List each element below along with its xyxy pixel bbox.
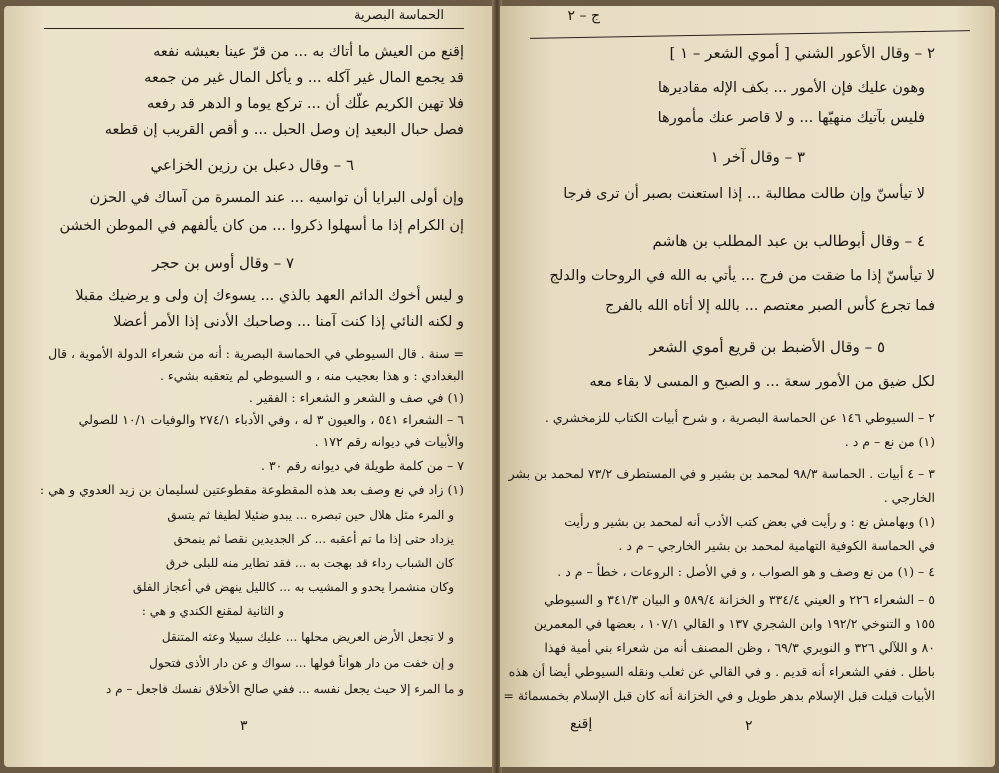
verse-line: فصل حبال البعيد إن وصل الحبل ... و أقص القريب إن قطعه bbox=[104, 122, 464, 138]
footnote-verse: كان الشباب رداء قد بهجت به ... فقد تطاير منه للبلى خرق bbox=[165, 556, 454, 570]
poem-heading-6: ٦ – وقال دعبل بن رزين الخزاعي bbox=[150, 156, 354, 174]
footnote-verse: و ما المرء إلا حيث يجعل نفسه ... ففي صالح الأخلاق نفسك فاجعل – م د bbox=[105, 682, 464, 696]
footnote-line: في الحماسة الكوفية التهامية لمحمد بن بشير الخارجي – م د . bbox=[618, 538, 935, 553]
footnote-line: (١) من نع – م د . bbox=[844, 434, 935, 449]
verse-line: وإن أولى البرايا أن تواسيه ... عند المسرة من آساك في الحزن bbox=[89, 190, 464, 206]
verse-line: وهون عليك فإن الأمور ... بكف الإله مقاديرها bbox=[657, 80, 925, 96]
footnote-line: = سنة . قال السيوطي في الحماسة البصرية : أنه من شعراء الدولة الأموية ، قال bbox=[48, 346, 464, 361]
verse-line: إن الكرام إذا ما أسهلوا ذكروا ... من كان يألفهم في الموطن الخشن bbox=[59, 218, 464, 234]
verse-line: إقنع من العيش ما أتاك به ... من قرّ عينا بعيشه نفعه bbox=[153, 44, 464, 60]
footnote-line: ٥ – الشعراء ٢٢٦ و العيني ٣٣٤/٤ و الخزانة ٥٨٩/٤ و البيان ٣٤١/٣ و السيوطي bbox=[544, 592, 935, 607]
footnote-verse: و إن خفت من دار هواناً فولها ... سواك و عن دار الأذى فتحول bbox=[149, 656, 454, 670]
verse-line: و ليس أخوك الدائم العهد بالذي ... يسوءك إن ولى و يرضيك مقبلا bbox=[75, 288, 464, 304]
footnote-line: (١) في صف و الشعر و الشعراء : الفقير . bbox=[248, 390, 464, 405]
verse-line: لا تيأسنّ إذا ما ضقت من فرج ... يأتي به الله في الروحات والدلج bbox=[549, 268, 935, 284]
left-page bbox=[4, 6, 494, 767]
verse-line: فلا تهين الكريم علّك أن ... تركع يوما و الدهر قد رفعه bbox=[146, 96, 464, 112]
footnote-verse: و لا تجعل الأرض العريض محلها ... عليك سبيلا وعثه المتنقل bbox=[161, 630, 454, 644]
running-head-left: الحماسة البصرية bbox=[354, 8, 444, 23]
footnote-line: ٤ – (١) من نع وصف و هو الصواب ، و في الأصل : الروعات ، خطأ – م د . bbox=[557, 564, 935, 579]
footnote-line: ٦ – الشعراء ٥٤١ ، والعيون ٣ له ، وفي الأدباء ٢٧٤/١ والوفيات ١٠/١ للصولي bbox=[78, 412, 464, 427]
footnote-line: الأبيات قيلت قبل الإسلام بدهر طويل و في الخزانة أنه كان قبل الإسلام بخمسمائة = bbox=[503, 688, 935, 703]
page-number-right: ٢ bbox=[745, 718, 753, 734]
footnote-line: ٨٠ و اللآلي ٣٢٦ و النويري ٦٩/٣ ، وظن المصنف أنه من شعراء بني أمية فهذا bbox=[544, 640, 935, 655]
footnote-line: و الثانية لمقنع الكندي و هي : bbox=[141, 604, 284, 618]
footnote-verse: و المرء مثل هلال حين تبصره ... يبدو ضئيلا لطيفا ثم يتسق bbox=[167, 508, 454, 522]
poem-heading-4: ٤ – وقال أبوطالب بن عبد المطلب بن هاشم bbox=[652, 232, 925, 250]
footnote-line: ١٥٥ و التنوخي ١٩٢/٢ وابن الشجري ١٣٧ و القالي ١٠٧/١ ، بعضها في المعمرين bbox=[534, 616, 935, 631]
verse-line: لكل ضيق من الأمور سعة ... و الصبح و المسى لا بقاء معه bbox=[589, 374, 935, 390]
poem-heading-7: ٧ – وقال أوس بن حجر bbox=[152, 254, 294, 272]
header-rule-left bbox=[44, 28, 464, 29]
verse-line: قد يجمع المال غير آكله ... و يأكل المال غير من جمعه bbox=[144, 70, 464, 86]
page-number-left: ٣ bbox=[240, 718, 248, 734]
catchword: إقنع bbox=[570, 716, 593, 732]
footnote-line: ٣ – ٤ أبيات . الحماسة ٩٨/٣ لمحمد بن بشير و في المستطرف ٧٣/٢ لمحمد بن بشر bbox=[508, 466, 935, 481]
verse-line: فليس بآتيك منهيّها ... و لا قاصر عنك مأمورها bbox=[657, 110, 925, 126]
footnote-line: ٧ – من كلمة طويلة في ديوانه رقم ٣٠ . bbox=[261, 458, 464, 473]
poem-heading-3: ٣ – وقال آخر ١ bbox=[710, 148, 805, 166]
footnote-line: ٢ – السيوطي ١٤٦ عن الحماسة البصرية ، و شرح أبيات الكتاب للزمخشري . bbox=[544, 410, 935, 425]
footnote-line: (١) وبهامش نع : و رأيت في بعض كتب الأدب أنه لمحمد بن بشير و رأيت bbox=[564, 514, 935, 529]
footnote-line: والأبيات في ديوانه رقم ١٧٢ . bbox=[314, 434, 464, 449]
footnote-line: البغدادي : و هذا بعجيب منه ، و السيوطي لم يتعقبه بشيء . bbox=[159, 368, 464, 383]
verse-line: فما تجرع كأس الصبر معتصم ... بالله إلا أتاه الله بالفرج bbox=[605, 298, 935, 314]
footnote-verse: يزداد حتى إذا ما تم أعقبه ... كر الجديدين نقصا ثم ينمحق bbox=[173, 532, 454, 546]
header-rule-right bbox=[530, 30, 970, 39]
footnote-line: الخارجي . bbox=[883, 490, 935, 505]
right-page bbox=[500, 6, 995, 767]
running-head-right: ج – ٢ bbox=[567, 8, 600, 24]
poem-heading-2: ٢ – وقال الأعور الشني [ أموي الشعر – ١ ] bbox=[669, 44, 935, 62]
poem-heading-5: ٥ – وقال الأضبط بن قريع أموي الشعر bbox=[649, 338, 885, 356]
footnote-line: باطل . ففي الشعراء أنه قديم . و في القالي عن ثعلب ونقله السيوطي أيضا أن هذه bbox=[508, 664, 935, 679]
verse-line: و لكنه النائي إذا كنت آمنا ... وصاحبك الأدنى إذا الأمر أعضلا bbox=[113, 314, 464, 330]
footnote-line: (١) زاد في نع وصف بعد هذه المقطوعة مقطوعتين لسليمان بن زيد العدوي و هي : bbox=[39, 482, 464, 497]
footnote-verse: وكان منشمرا يحدو و المشيب به ... كالليل ينهض في أعجاز الفلق bbox=[132, 580, 454, 594]
verse-line: لا تيأسنّ وإن طالت مطالبة ... إذا استعنت بصبر أن ترى فرجا bbox=[563, 186, 925, 202]
